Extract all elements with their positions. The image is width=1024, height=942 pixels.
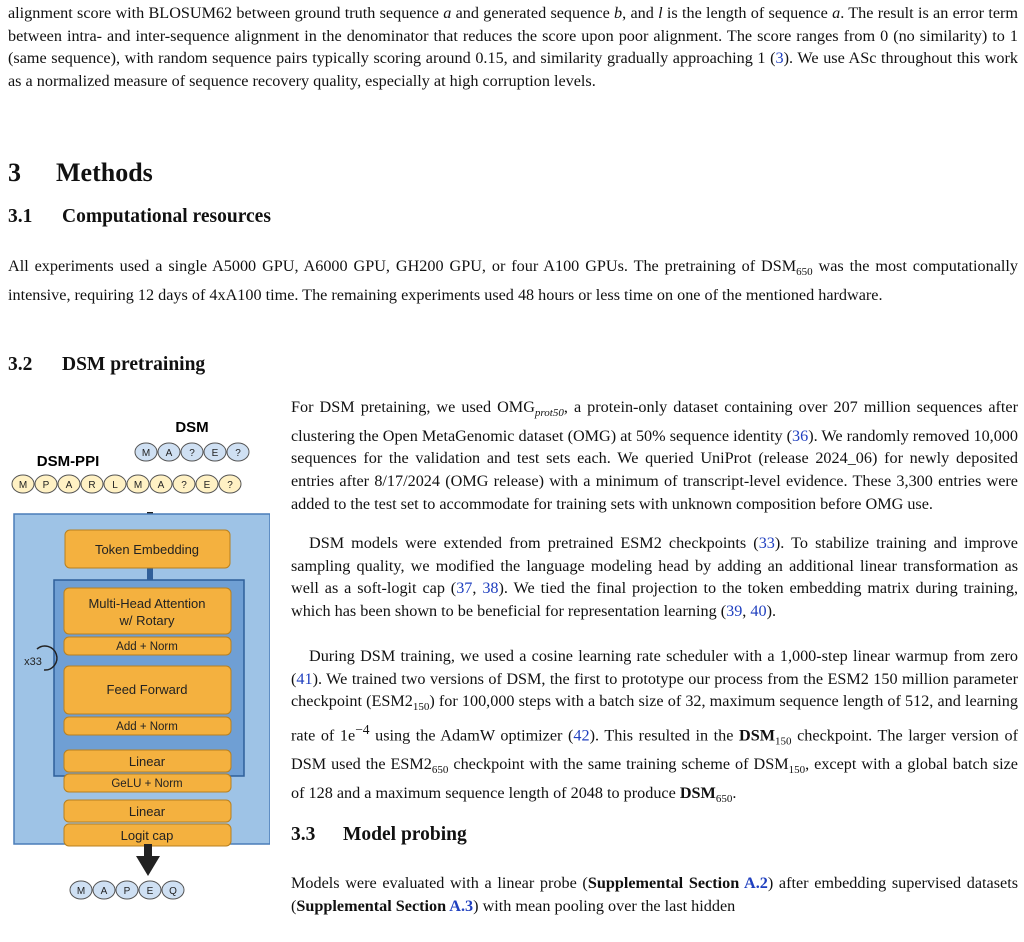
citation-link[interactable]: 33 [758, 534, 775, 552]
citation-link[interactable]: 41 [296, 669, 313, 688]
output-tokens [70, 881, 184, 899]
token-label: ? [189, 448, 195, 459]
citation-link[interactable]: 3 [775, 49, 784, 68]
section-link[interactable]: A.2 [744, 874, 768, 892]
token-embedding-label: Token Embedding [94, 542, 200, 557]
token-label: M [18, 480, 28, 491]
token-label: ? [181, 480, 187, 491]
intro-paragraph: alignment score with BLOSUM62 between ground truth sequence a and generated sequence b, and l is the length of sequence a. The result is an error term between intra- and inter-sequence alignment in the denominator that reduces the score upon poor alignment. The score ranges from 0 (no similarity) to 1 (same sequence), with random sequence pairs typically scoring around 0.15, and similarity gradually approaching 1 (3). We use ASc throughout this work as a normalized measure of sequence recovery quality, especially at high corruption levels. [8, 4, 1018, 90]
computational-resources-paragraph: All experiments used a single A5000 GPU, A6000 GPU, GH200 GPU, or four A100 GPUs. The pretraining of $DSM_{650}$ was the most computationally intensive, requiring 12 days of 4xA100 time. The remaining experiments used 48 hours or less time on one of the mentioned hardware. [8, 257, 1018, 304]
token-label: E [203, 480, 211, 491]
token-label: E [146, 886, 154, 897]
dsm-input-tokens [135, 443, 249, 461]
dsm-pretraining-paragraph-1: For DSM pretaining, we used $OMG_{prot50}$, a protein-only dataset containing over 207 million sequences after clustering the Open MetaGenomic dataset (OMG) at 50% sequence identity (36). We randomly removed 10,000 sequences for the validation and test sets each. We queried UniProt (release 2024_06) for newly deposited entries after 8/17/2024 (OMG release) with a minimum of transcript-level evidence. These 3,300 entries were added to the test set to accommodate for training sets with unknown composition before OMG use. [291, 398, 1018, 513]
dsm-label: DSM [175, 419, 209, 436]
add-norm-label-2: Add + Norm [116, 721, 178, 733]
feed-forward-label: Feed Forward [106, 682, 188, 697]
token-label: P [42, 480, 50, 491]
dsm-pretraining-paragraph-2: DSM models were extended from pretrained ESM2 checkpoints (33). To stabilize training and improve sampling quality, we modified the language modeling head by adding an additional linear transformation as well as a soft-logit cap (37, 38). We tied the final projection to the token embedding matrix during training, which has been shown to be beneficial for representation learning (39, 40). [291, 534, 1019, 620]
token-label: M [76, 886, 86, 897]
dsm-ppi-label: DSM-PPI [36, 453, 100, 470]
linear-label-2: Linear [128, 804, 166, 819]
citation-link[interactable]: 39 [726, 601, 743, 620]
model-probing-paragraph: Models were evaluated with a linear probe (Supplemental Section A.2) after embedding supervised datasets (Supplemental Section A.3) with mean pooling over the last hidden [291, 874, 1018, 915]
citation-link[interactable]: 36 [792, 426, 809, 445]
mha-label-line1: Multi-Head Attention [88, 596, 206, 611]
token-label: ? [235, 448, 241, 459]
linear-label-1: Linear [128, 754, 166, 769]
logit-cap-label: Logit cap [120, 828, 174, 843]
mha-label-line2: w/ Rotary [119, 613, 175, 628]
subsection-heading-computational-resources: 3.1 Computational resources [8, 206, 271, 227]
citation-link[interactable]: 37 [456, 579, 473, 598]
citation-link[interactable]: 40 [750, 601, 767, 620]
token-label: R [88, 480, 96, 491]
token-label: A [100, 886, 108, 897]
citation-link[interactable]: 42 [573, 726, 590, 745]
token-label: Q [169, 886, 177, 897]
token-label: P [123, 886, 131, 897]
token-label: A [165, 448, 173, 459]
section-heading-methods: 3 Methods [8, 158, 153, 187]
repeat-count: x33 [24, 656, 42, 668]
token-label: E [211, 448, 219, 459]
token-label: M [141, 448, 151, 459]
output-arrow-icon [136, 856, 160, 876]
dsm-architecture-figure [0, 390, 270, 910]
token-label: A [157, 480, 165, 491]
add-norm-label-1: Add + Norm [116, 641, 178, 653]
token-label: ? [227, 480, 233, 491]
dsm-ppi-input-tokens [12, 475, 241, 493]
gelu-norm-label: GeLU + Norm [111, 778, 183, 790]
token-label: A [65, 480, 73, 491]
token-label: L [112, 480, 118, 491]
subsection-heading-dsm-pretraining: 3.2 DSM pretraining [8, 354, 206, 375]
section-link[interactable]: A.3 [449, 896, 474, 915]
token-label: M [133, 480, 143, 491]
dsm-pretraining-paragraph-3: During DSM training, we used a cosine learning rate scheduler with a 1,000-step linear warmup from zero (41). We trained two versions of DSM, the first to prototype our process from the ESM2 150 million parameter checkpoint $(ESM2_{150})$ for 100,000 steps with a batch size of 32, maximum sequence length of 512, and learning rate of $1e^{-4}$ using the AdamW optimizer (42). This resulted in the $DSM_{150}$ checkpoint. The larger version of DSM used the $ESM2_{650}$ checkpoint with the same training scheme of $DSM_{150}$, except with a global batch size of 128 and a maximum sequence length of 2048 to produce $DSM_{650}$. [291, 647, 1018, 806]
subsection-heading-model-probing: 3.3 Model probing [291, 824, 467, 845]
output-arrow-shaft [144, 844, 152, 858]
citation-link[interactable]: 38 [482, 579, 499, 598]
